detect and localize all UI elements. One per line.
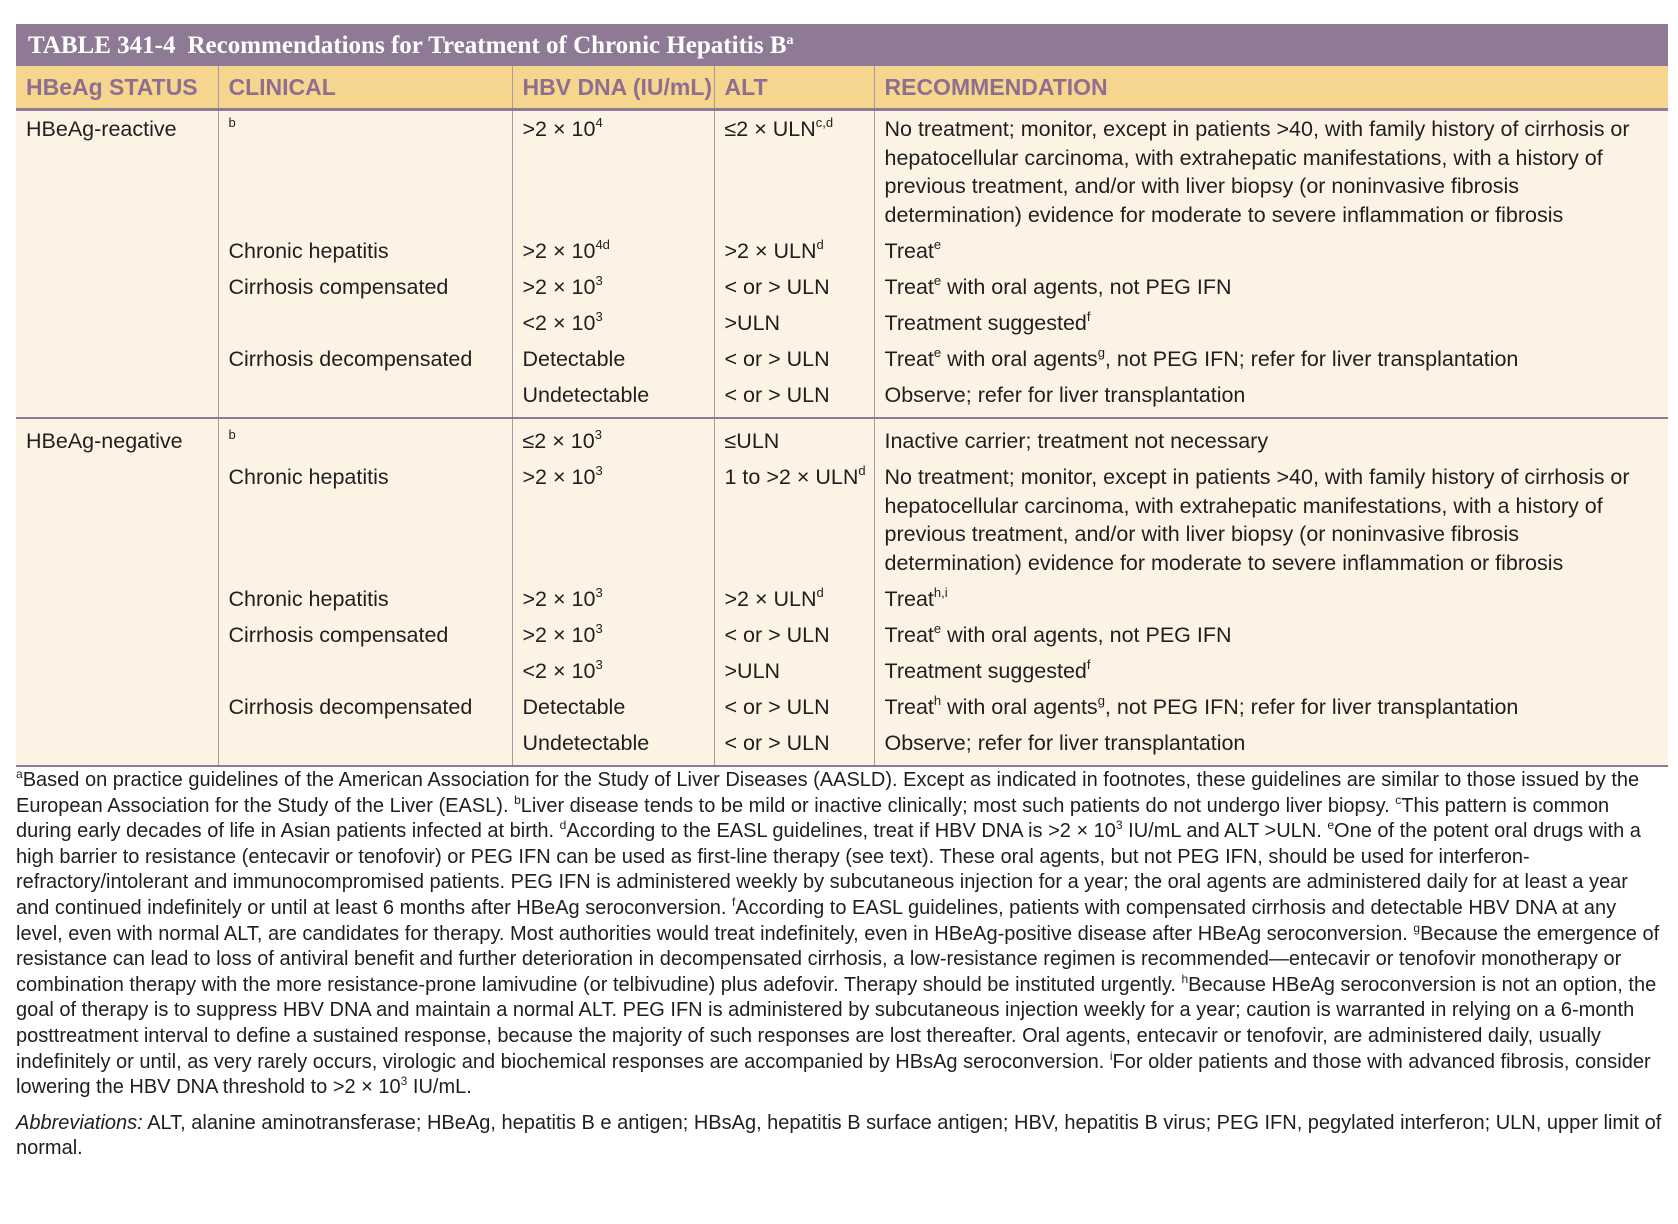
cell-clinical-text: Chronic hepatitis: [228, 465, 389, 489]
cell-recommendation: [874, 459, 1668, 581]
cell-alt-text: < or > ULN: [724, 347, 830, 371]
cell-recommendation: [874, 653, 1668, 689]
table-row: [16, 110, 1668, 234]
footnote-mark: h,i: [933, 585, 948, 600]
cell-alt-text: >ULN: [724, 311, 781, 335]
footnote-paragraph: [16, 768, 1666, 1101]
cell-alt: [714, 110, 874, 234]
cell-hbeag-status: [16, 269, 218, 305]
column-header-alt: ALT: [714, 66, 874, 110]
cell-recommendation: [874, 110, 1668, 234]
cell-recommendation-text: No treatment; monitor, except in patients >40, with family history of cirrhosis or hepatocellular carcinoma, with extrahepatic manifestations, with a history of previous treatment, and/or with liver biopsy (or noninvasive fibrosis determination) evidence for moderate to severe inflammation or fibrosis: [884, 465, 1630, 575]
cell-hbv-dna: [512, 269, 714, 305]
cell-recommendation-text: Treat: [884, 275, 934, 299]
cell-clinical: [218, 725, 512, 766]
cell-recommendation-text: Observe; refer for liver transplantation: [884, 383, 1246, 407]
abbreviations-note: [16, 1111, 1666, 1162]
cell-hbv-dna-text: Undetectable: [522, 731, 650, 755]
exponent: 4d: [595, 237, 610, 252]
table-row: [16, 418, 1668, 459]
treatment-table: [16, 66, 1668, 767]
footnote-text: According to EASL guidelines, patients with compensated cirrhosis and detectable HBV DNA at any level, even with normal ALT, are candidates for therapy. Most authorities would treat indefinitely, even in HBeAg-positive disease after HBeAg seroconversion.: [16, 896, 1617, 945]
cell-recommendation-text: Inactive carrier; treatment not necessary: [884, 429, 1269, 453]
cell-recommendation-text: , not PEG IFN; refer for liver transplantation: [1104, 695, 1519, 719]
cell-alt-text: ≤2 × ULN: [724, 117, 816, 141]
footnote-text: One of the potent oral drugs with a high barrier to resistance (entecavir or tenofovir) or PEG IFN can be used as first-line therapy (see text). These oral agents, but not PEG IFN, should be used for interferon-refractory/intolerant and immunocompromised patients. PEG IFN is administered weekly by subcutaneous injection for a year; the oral agents are administered daily for at least a year and continued indefinitely or until at least 6 months after HBeAg seroconversion.: [16, 820, 1641, 919]
cell-hbeag-status: [16, 653, 218, 689]
table-row: [16, 653, 1668, 689]
cell-recommendation-text: with oral agents: [941, 347, 1098, 371]
footnote-marker: i: [1109, 1048, 1113, 1063]
cell-clinical: [218, 233, 512, 269]
footnote-mark: d: [816, 237, 824, 252]
cell-hbv-dna-text: >2 × 10: [522, 275, 596, 299]
cell-alt: [714, 725, 874, 766]
cell-hbv-dna: [512, 617, 714, 653]
table-row: [16, 617, 1668, 653]
cell-hbv-dna: [512, 377, 714, 418]
cell-hbeag-status: [16, 233, 218, 269]
cell-hbv-dna: [512, 305, 714, 341]
cell-alt: [714, 418, 874, 459]
cell-recommendation-text: Treat: [884, 587, 934, 611]
cell-clinical: [218, 459, 512, 581]
cell-alt-text: >ULN: [724, 659, 781, 683]
cell-hbv-dna-text: Undetectable: [522, 383, 650, 407]
footnote-text: Liver disease tends to be mild or inactive clinically; most such patients do not undergo liver biopsy.: [520, 794, 1396, 817]
cell-hbeag-status: HBeAg-negative: [16, 418, 218, 459]
footnote-mark: d: [816, 585, 824, 600]
footnote-marker: f: [731, 894, 736, 909]
footnote-mark: h: [933, 693, 942, 708]
cell-alt: [714, 269, 874, 305]
footnote-text: Based on practice guidelines of the American Association for the Study of Liver Diseases (AASLD). Except as indicated in footnotes, these guidelines are similar to those issued by the European Association for the Study of the Liver (EASL).: [16, 769, 1640, 817]
cell-clinical: [218, 689, 512, 725]
footnote-marker: b: [514, 792, 521, 807]
cell-alt: [714, 581, 874, 617]
cell-recommendation: [874, 689, 1668, 725]
table-row: [16, 725, 1668, 766]
footnote-text: According to the EASL guidelines, treat if HBV DNA is >2 × 10: [566, 820, 1116, 843]
cell-clinical-text: Cirrhosis compensated: [228, 623, 449, 647]
cell-hbv-dna: [512, 459, 714, 581]
cell-recommendation-text: Observe; refer for liver transplantation: [884, 731, 1246, 755]
footnote-mark: e: [933, 273, 942, 288]
exponent: 3: [594, 427, 602, 442]
table-row: [16, 269, 1668, 305]
cell-clinical: [218, 341, 512, 377]
cell-recommendation: [874, 233, 1668, 269]
cell-hbv-dna: [512, 689, 714, 725]
cell-alt: [714, 377, 874, 418]
cell-clinical: [218, 418, 512, 459]
table-number: TABLE 341-4: [28, 32, 176, 59]
cell-clinical: [218, 377, 512, 418]
column-header-hbeag-status: HBeAg STATUS: [16, 66, 218, 110]
exponent: 3: [595, 657, 603, 672]
cell-hbv-dna-text: <2 × 10: [522, 311, 596, 335]
cell-alt-text: < or > ULN: [724, 383, 830, 407]
footnote-mark: b: [228, 115, 236, 130]
column-header-clinical: CLINICAL: [218, 66, 512, 110]
footnote-mark: g: [1097, 345, 1105, 360]
cell-hbv-dna: [512, 110, 714, 234]
footnote-marker: a: [16, 767, 23, 781]
cell-clinical-text: Cirrhosis compensated: [228, 275, 449, 299]
cell-recommendation: [874, 581, 1668, 617]
cell-clinical: [218, 305, 512, 341]
cell-alt-text: >2 × ULN: [724, 587, 817, 611]
cell-hbeag-status: [16, 377, 218, 418]
cell-clinical-text: Cirrhosis decompensated: [228, 695, 473, 719]
cell-hbeag-status: [16, 617, 218, 653]
cell-hbv-dna: [512, 233, 714, 269]
cell-alt: [714, 617, 874, 653]
footnote-marker: c: [1395, 792, 1402, 807]
footnote-mark: e: [933, 345, 942, 360]
cell-alt-text: ≤ULN: [724, 429, 780, 453]
cell-recommendation: [874, 341, 1668, 377]
footnote-marker: h: [1181, 971, 1189, 986]
footnote-text: For older patients and those with advanced fibrosis, consider lowering the HBV DNA threshold to >2 × 10: [16, 1050, 1651, 1099]
cell-clinical: [218, 617, 512, 653]
cell-hbv-dna-text: <2 × 10: [522, 659, 596, 683]
cell-alt-text: < or > ULN: [724, 623, 830, 647]
footnote-mark: c,d: [815, 115, 834, 130]
cell-alt: [714, 233, 874, 269]
cell-recommendation-text: Treat: [884, 695, 934, 719]
footnote-mark: e: [933, 237, 942, 252]
cell-hbeag-status: [16, 689, 218, 725]
table-title: [16, 24, 1668, 66]
cell-hbv-dna: [512, 418, 714, 459]
abbreviations-text: ALT, alanine aminotransferase; HBeAg, hepatitis B e antigen; HBsAg, hepatitis B surface antigen; HBV, hepatitis B virus; PEG IFN, pegylated interferon; ULN, upper limit of normal.: [16, 1111, 1662, 1160]
cell-hbv-dna-text: >2 × 10: [522, 117, 596, 141]
abbreviations-label: Abbreviations:: [16, 1111, 143, 1134]
footnote-marker: d: [559, 818, 567, 833]
exponent: 3: [595, 463, 603, 478]
table-row: [16, 689, 1668, 725]
cell-hbv-dna: [512, 653, 714, 689]
cell-recommendation: [874, 305, 1668, 341]
cell-recommendation-text: , not PEG IFN; refer for liver transplantation: [1104, 347, 1519, 371]
cell-alt: [714, 305, 874, 341]
cell-alt-text: >2 × ULN: [724, 239, 817, 263]
cell-clinical: [218, 653, 512, 689]
cell-recommendation: [874, 377, 1668, 418]
cell-clinical-text: Chronic hepatitis: [228, 587, 389, 611]
table-row: [16, 305, 1668, 341]
cell-recommendation-text: Treatment suggested: [884, 311, 1087, 335]
cell-recommendation: [874, 269, 1668, 305]
exponent: 3: [595, 309, 603, 324]
cell-hbeag-status: [16, 459, 218, 581]
table-row: [16, 377, 1668, 418]
cell-recommendation-text: with oral agents: [941, 695, 1098, 719]
cell-recommendation-text: No treatment; monitor, except in patients >40, with family history of cirrhosis or hepatocellular carcinoma, with extrahepatic manifestations, with a history of previous treatment, and/or with liver biopsy (or noninvasive fibrosis determination) evidence for moderate to severe inflammation or fibrosis: [884, 117, 1630, 227]
cell-hbeag-status: HBeAg-reactive: [16, 110, 218, 234]
cell-hbv-dna-text: >2 × 10: [522, 239, 596, 263]
cell-hbeag-status: [16, 725, 218, 766]
cell-hbv-dna: [512, 341, 714, 377]
footnote-text: IU/mL and ALT >ULN.: [1122, 820, 1328, 843]
cell-hbv-dna-text: Detectable: [522, 695, 626, 719]
footnote-text: IU/mL.: [407, 1076, 472, 1099]
cell-alt-text: < or > ULN: [724, 695, 830, 719]
exponent: 3: [595, 621, 603, 636]
cell-clinical: [218, 269, 512, 305]
cell-hbeag-status: [16, 341, 218, 377]
cell-recommendation-text: with oral agents, not PEG IFN: [941, 275, 1232, 299]
cell-clinical-text: Cirrhosis decompensated: [228, 347, 473, 371]
table-row: [16, 341, 1668, 377]
cell-hbv-dna-text: Detectable: [522, 347, 626, 371]
cell-hbv-dna: [512, 725, 714, 766]
table-footnotes: [16, 768, 1666, 1162]
table-row: [16, 581, 1668, 617]
cell-recommendation-text: with oral agents, not PEG IFN: [941, 623, 1232, 647]
table-body: [16, 110, 1668, 767]
column-header-hbv-dna: HBV DNA (IU/mL): [512, 66, 714, 110]
cell-hbv-dna-text: ≤2 × 10: [522, 429, 595, 453]
cell-recommendation: [874, 418, 1668, 459]
table-title-text: Recommendations for Treatment of Chronic Hepatitis B: [187, 32, 787, 59]
treatment-table-block: [16, 24, 1668, 767]
exponent: 3: [400, 1074, 408, 1089]
footnote-mark: d: [858, 463, 866, 478]
cell-recommendation-text: Treatment suggested: [884, 659, 1087, 683]
cell-alt: [714, 653, 874, 689]
cell-clinical-text: Chronic hepatitis: [228, 239, 389, 263]
cell-recommendation-text: Treat: [884, 623, 934, 647]
footnote-marker: e: [1327, 818, 1335, 833]
cell-alt: [714, 459, 874, 581]
exponent: 3: [595, 273, 603, 288]
cell-recommendation-text: Treat: [884, 239, 934, 263]
exponent: 3: [1115, 818, 1123, 833]
footnote-marker: g: [1413, 920, 1421, 935]
cell-recommendation-text: Treat: [884, 347, 934, 371]
footnote-mark: f: [1086, 657, 1091, 672]
cell-hbv-dna-text: >2 × 10: [522, 587, 596, 611]
cell-clinical: [218, 110, 512, 234]
footnote-text: Because the emergence of resistance can lead to loss of antiviral benefit and further deterioration in decompensated cirrhosis, a low-resistance regimen is recommended—entecavir or tenofovir monotherapy or combination therapy with the more resistance-prone lamivudine (or telbivudine) plus adefovir. Therapy should be instituted urgently.: [16, 922, 1660, 996]
exponent: 3: [595, 585, 603, 600]
exponent: 4: [595, 115, 603, 130]
cell-hbeag-status: [16, 305, 218, 341]
cell-alt-text: < or > ULN: [724, 731, 830, 755]
cell-alt: [714, 341, 874, 377]
cell-hbv-dna-text: >2 × 10: [522, 465, 596, 489]
footnote-mark: g: [1097, 693, 1105, 708]
cell-hbv-dna: [512, 581, 714, 617]
table-row: [16, 233, 1668, 269]
footnote-mark: f: [1086, 309, 1091, 324]
cell-alt-text: 1 to >2 × ULN: [724, 465, 859, 489]
footnote-mark: b: [228, 427, 236, 442]
cell-clinical: [218, 581, 512, 617]
cell-alt: [714, 689, 874, 725]
cell-hbeag-status: [16, 581, 218, 617]
table-header-row: [16, 66, 1668, 110]
footnote-text: This pattern is common during early decades of life in Asian patients infected at birth.: [16, 794, 1610, 843]
footnote-text: Because HBeAg seroconversion is not an option, the goal of therapy is to suppress HBV DNA and maintain a normal ALT. PEG IFN is administered by subcutaneous injection weekly for a year; caution is warranted in relying on a 6-month posttreatment interval to define a sustained response, because the majority of such responses are lost thereafter. Oral agents, entecavir or tenofovir, are administered daily, usually indefinitely or until, as very rarely occurs, virologic and biochemical responses are accompanied by HBsAg seroconversion.: [16, 973, 1657, 1073]
table-row: [16, 459, 1668, 581]
cell-hbv-dna-text: >2 × 10: [522, 623, 596, 647]
footnote-mark: e: [933, 621, 942, 636]
column-header-recommendation: RECOMMENDATION: [874, 66, 1668, 110]
cell-alt-text: < or > ULN: [724, 275, 830, 299]
table-title-footnote-mark: a: [786, 33, 794, 48]
cell-recommendation: [874, 617, 1668, 653]
cell-recommendation: [874, 725, 1668, 766]
